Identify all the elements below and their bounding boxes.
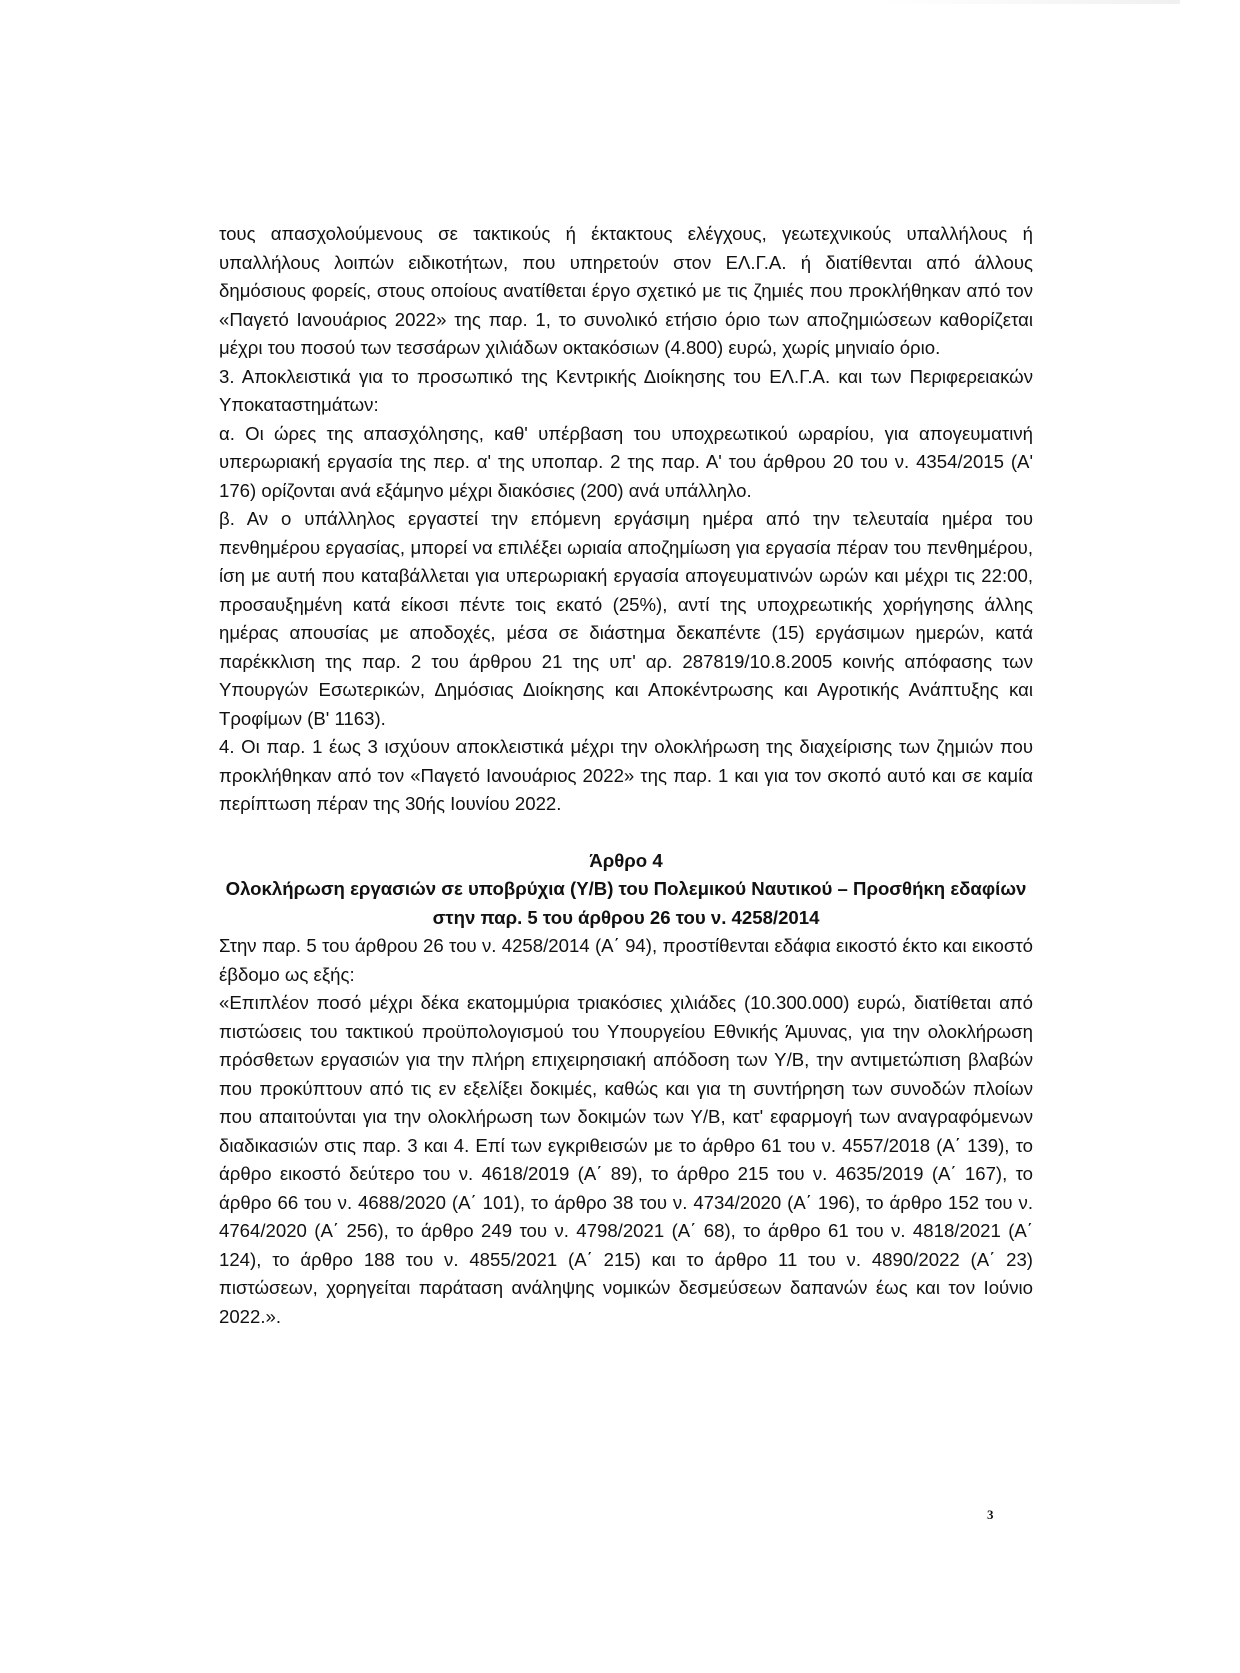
paragraph-continuation: τους απασχολούμενους σε τακτικούς ή έκτακτους ελέγχους, γεωτεχνικούς υπαλλήλους ή υπαλλήλους λοιπών ειδικοτήτων, που υπηρετούν στον ΕΛ.Γ.Α. ή διατίθενται από άλλους δημόσιους φορείς, στους οποίους ανατίθεται έργο σχετικό με τις ζημιές που προκλήθηκαν από τον «Παγετό Ιανουάριος 2022» της παρ. 1, το συνολικό ετήσιο όριο των αποζημιώσεων καθορίζεται μέχρι του ποσού των τεσσάρων χιλιάδων οκτακόσιων (4.800) ευρώ, χωρίς μηνιαίο όριο. bbox=[219, 223, 1033, 358]
paragraph-3b: β. Αν ο υπάλληλος εργαστεί την επόμενη εργάσιμη ημέρα από την τελευταία ημέρα του πενθημέρου εργασίας, μπορεί να επιλέξει ωριαία αποζημίωση για εργασία πέραν του πενθημέρου, ίση με αυτή που καταβάλλεται για υπερωριακή εργασία απογευματινών ωρών και μέχρι τις 22:00, προσαυξημένη κατά είκοσι πέντε τοις εκατό (25%), αντί της υποχρεωτικής χορήγησης άλλης ημέρας απουσίας με αποδοχές, μέσα σε διάστημα δεκαπέντε (15) εργάσιμων ημερών, κατά παρέκκλιση της παρ. 2 του άρθρου 21 της υπ' αρ. 287819/10.8.2005 κοινής απόφασης των Υπουργών Εσωτερικών, Δημόσιας Διοίκησης και Αποκέντρωσης και Αγροτικής Ανάπτυξης και Τροφίμων (Β' 1163). bbox=[219, 508, 1033, 729]
section-spacer bbox=[219, 819, 1033, 847]
article-paragraph-quote: «Επιπλέον ποσό μέχρι δέκα εκατομμύρια τριακόσιες χιλιάδες (10.300.000) ευρώ, διατίθεται από πιστώσεις του τακτικού προϋπολογισμού του Υπουργείου Εθνικής Άμυνας, για την ολοκλήρωση πρόσθετων εργασιών για την πλήρη επιχειρησιακή απόδοση των Υ/Β, την αντιμετώπιση βλαβών που προκύπτουν από τις εν εξελίξει δοκιμές, καθώς και για τη συντήρηση των συνοδών πλοίων που απαιτούνται για την ολοκλήρωση των δοκιμών των Υ/Β, κατ' εφαρμογή των αναγραφόμενων διαδικασιών στις παρ. 3 και 4. Επί των εγκριθεισών με το άρθρο 61 του ν. 4557/2018 (Α΄ 139), το άρθρο εικοστό δεύτερο του ν. 4618/2019 (Α΄ 89), το άρθρο 215 του ν. 4635/2019 (Α΄ 167), το άρθρο 66 του ν. 4688/2020 (Α΄ 101), το άρθρο 38 του ν. 4734/2020 (Α΄ 196), το άρθρο 152 του ν. 4764/2020 (Α΄ 256), το άρθρο 249 του ν. 4798/2021 (Α΄ 68), το άρθρο 61 του ν. 4818/2021 (Α΄ 124), το άρθρο 188 του ν. 4855/2021 (Α΄ 215) και το άρθρο 11 του ν. 4890/2022 (Α΄ 23) πιστώσεων, χορηγείται παράταση ανάληψης νομικών δεσμεύσεων δαπανών έως και τον Ιούνιο 2022.». bbox=[219, 992, 1033, 1327]
article-paragraph-intro: Στην παρ. 5 του άρθρου 26 του ν. 4258/2014 (Α΄ 94), προστίθενται εδάφια εικοστό έκτο και εικοστό έβδομο ως εξής: bbox=[219, 935, 1033, 985]
paragraph-3a: α. Οι ώρες της απασχόλησης, καθ' υπέρβαση του υποχρεωτικού ωραρίου, για απογευματινή υπερωριακή εργασία της περ. α' της υποπαρ. 2 της παρ. Α' του άρθρου 20 του ν. 4354/2015 (Α' 176) ορίζονται ανά εξάμηνο μέχρι διακόσιες (200) ανά υπάλληλο. bbox=[219, 422, 1033, 501]
scan-edge-mark bbox=[880, 0, 1180, 4]
article-title-line-1: Ολοκλήρωση εργασιών σε υποβρύχια (Υ/Β) του Πολεμικού Ναυτικού – Προσθήκη εδαφίων bbox=[225, 878, 1027, 899]
document-body bbox=[219, 220, 1033, 1331]
paragraph-4: 4. Οι παρ. 1 έως 3 ισχύουν αποκλειστικά μέχρι την ολοκλήρωση της διαχείρισης των ζημιών που προκλήθηκαν από τον «Παγετό Ιανουάριος 2022» της παρ. 1 και για τον σκοπό αυτό και σε καμία περίπτωση πέραν της 30ής Ιουνίου 2022. bbox=[219, 736, 1033, 814]
article-title-line-2: στην παρ. 5 του άρθρου 26 του ν. 4258/2014 bbox=[432, 906, 820, 928]
article-number: Άρθρο 4 bbox=[589, 849, 663, 871]
paragraph-3: 3. Αποκλειστικά για το προσωπικό της Κεντρικής Διοίκησης του ΕΛ.Γ.Α. και των Περιφερειακών Υποκαταστημάτων: bbox=[219, 365, 1033, 415]
page-number: 3 bbox=[987, 1507, 994, 1522]
